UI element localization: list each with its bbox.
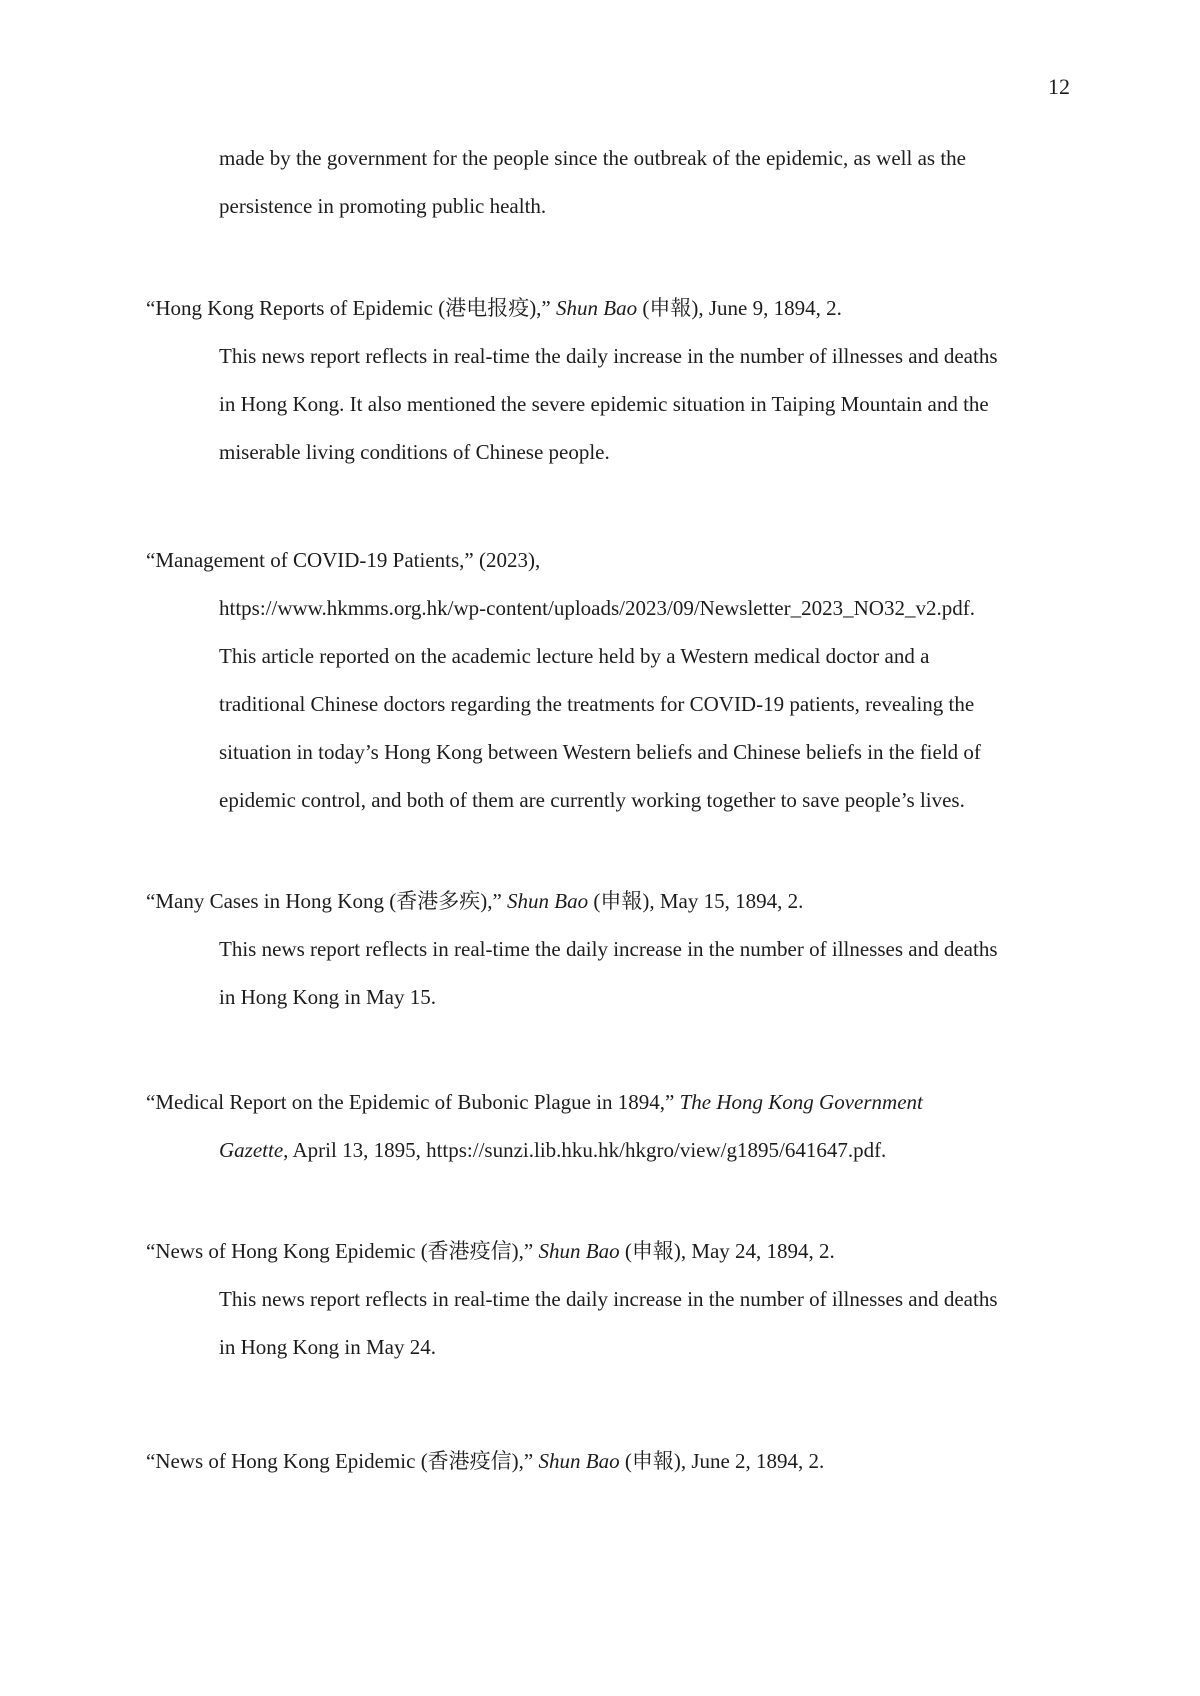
bibliography-entry	[146, 284, 1076, 476]
annotation-line: This news report reflects in real-time the daily increase in the number of illnesses and deaths	[219, 344, 998, 368]
page-number: 12	[1048, 74, 1070, 99]
citation-source: The Hong Kong Government	[679, 1090, 923, 1114]
citation-details: , April 13, 1895, https://sunzi.lib.hku.hk/hkgro/view/g1895/641647.pdf.	[283, 1138, 887, 1162]
bibliography-entry	[146, 877, 1076, 1021]
citation-details: (申報), June 2, 1894, 2.	[619, 1449, 825, 1473]
annotation-line: epidemic control, and both of them are currently working together to save people’s lives.	[219, 788, 965, 812]
citation-source: Gazette	[219, 1138, 284, 1162]
citation-source: Shun Bao	[538, 1239, 620, 1263]
annotation-line: situation in today’s Hong Kong between Western beliefs and Chinese beliefs in the field of	[219, 740, 981, 764]
citation-line	[146, 284, 1076, 332]
citation-details: (申報), May 15, 1894, 2.	[588, 889, 804, 913]
citation-line	[146, 1078, 1076, 1126]
annotation-line: This news report reflects in real-time the daily increase in the number of illnesses and deaths	[219, 937, 998, 961]
bibliography-entry	[146, 1437, 1076, 1485]
bibliography-entry	[146, 536, 1076, 824]
annotation-line: in Hong Kong. It also mentioned the severe epidemic situation in Taiping Mountain and the	[219, 392, 989, 416]
citation-line	[146, 1227, 1076, 1275]
annotation-line: traditional Chinese doctors regarding the treatments for COVID-19 patients, revealing the	[219, 692, 975, 716]
citation-source: Shun Bao	[556, 296, 638, 320]
citation-url: https://www.hkmms.org.hk/wp-content/uploads/2023/09/Newsletter_2023_NO32_v2.pdf.	[219, 596, 975, 620]
citation-source: Shun Bao	[507, 889, 589, 913]
annotation-line: This article reported on the academic lecture held by a Western medical doctor and a	[219, 644, 930, 668]
citation-title: “Many Cases in Hong Kong (香港多疾),”	[146, 889, 508, 913]
citation-title: “Hong Kong Reports of Epidemic (港电报疫),”	[146, 296, 557, 320]
citation-line	[146, 1437, 1076, 1485]
bibliography-entry	[146, 1078, 1076, 1174]
annotation-line: in Hong Kong in May 24.	[219, 1335, 436, 1359]
citation-title: “Management of COVID-19 Patients,” (2023),	[146, 548, 541, 572]
citation-title: “News of Hong Kong Epidemic (香港疫信),”	[146, 1239, 539, 1263]
annotation-line: in Hong Kong in May 15.	[219, 985, 436, 1009]
citation-source: Shun Bao	[538, 1449, 620, 1473]
citation-title: “News of Hong Kong Epidemic (香港疫信),”	[146, 1449, 539, 1473]
annotation-line: persistence in promoting public health.	[219, 194, 547, 218]
annotation-line: miserable living conditions of Chinese people.	[219, 440, 610, 464]
citation-line	[146, 877, 1076, 925]
citation-line	[219, 1126, 1076, 1174]
citation-title: “Medical Report on the Epidemic of Bubonic Plague in 1894,”	[146, 1090, 680, 1114]
citation-details: (申報), June 9, 1894, 2.	[637, 296, 842, 320]
bibliography-entry	[146, 1227, 1076, 1371]
annotation-line: made by the government for the people since the outbreak of the epidemic, as well as the	[219, 146, 966, 170]
annotation-line: This news report reflects in real-time the daily increase in the number of illnesses and deaths	[219, 1287, 998, 1311]
citation-details: (申報), May 24, 1894, 2.	[619, 1239, 835, 1263]
continuation-annotation	[146, 134, 1076, 230]
